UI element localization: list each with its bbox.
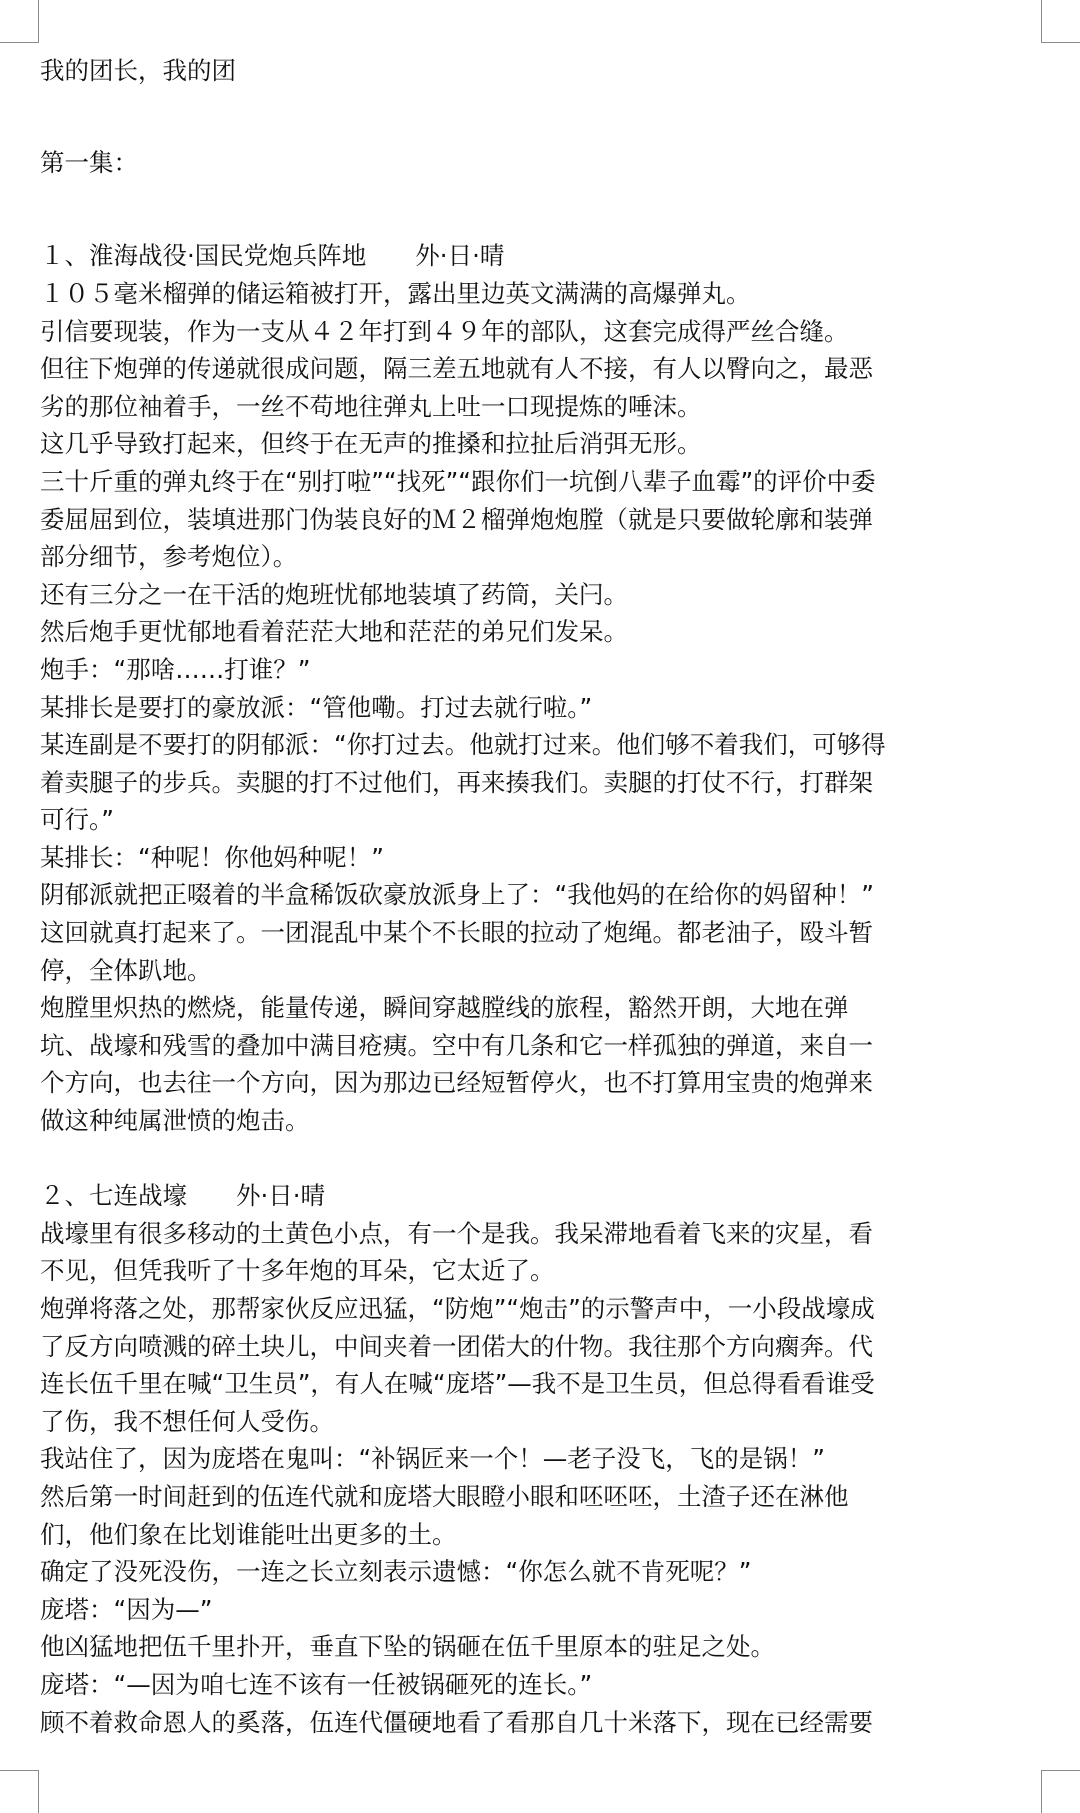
page-corner-mark-top-left <box>0 0 39 43</box>
scene-heading: １、淮海战役·国民党炮兵阵地 外·日·晴 <box>40 241 505 271</box>
text-line: 了反方向喷溅的碎土块儿，中间夹着一团偌大的什物。我往那个方向瘸奔。代 <box>40 1331 873 1361</box>
text-line: 做这种纯属泄愤的炮击。 <box>40 1106 310 1136</box>
text-line: 顾不着救命恩人的奚落，伍连代僵硬地看了看那自几十米落下，现在已经需要 <box>40 1707 873 1737</box>
text-line: 不见，但凭我听了十多年炮的耳朵，它太近了。 <box>40 1256 555 1286</box>
text-line: 然后炮手更忧郁地看着茫茫大地和茫茫的弟兄们发呆。 <box>40 617 628 647</box>
page-corner-mark-bottom-left <box>0 1770 39 1813</box>
text-line: 劣的那位袖着手，一丝不苟地往弹丸上吐一口现提炼的唾沫。 <box>40 391 702 421</box>
text-line: １０５毫米榴弹的储运箱被打开，露出里边英文满满的高爆弹丸。 <box>40 278 751 308</box>
text-line: 战壕里有很多移动的土黄色小点，有一个是我。我呆滞地看着飞来的灾星，看 <box>40 1218 873 1248</box>
text-line: 我站住了，因为庞塔在鬼叫：“补锅匠来一个！—老子没飞，飞的是锅！” <box>40 1444 825 1474</box>
text-line: 然后第一时间赶到的伍连代就和庞塔大眼瞪小眼和呸呸呸，土渣子还在淋他 <box>40 1481 849 1511</box>
text-line: 着卖腿子的步兵。卖腿的打不过他们，再来揍我们。卖腿的打仗不行，打群架 <box>40 767 873 797</box>
text-line: 引信要现装，作为一支从４２年打到４９年的部队，这套完成得严丝合缝。 <box>40 316 849 346</box>
text-line: 了伤，我不想任何人受伤。 <box>40 1406 334 1436</box>
text-line: 某排长是要打的豪放派：“管他嘞。打过去就行啦。” <box>40 692 593 722</box>
text-line: 部分细节，参考炮位）。 <box>40 542 298 572</box>
text-line: 但往下炮弹的传递就很成问题，隔三差五地就有人不接，有人以臀向之，最恶 <box>40 354 873 384</box>
document-title: 我的团长，我的团 <box>40 56 236 85</box>
text-line: 三十斤重的弹丸终于在“别打啦”“找死”“跟你们一坑倒八辈子血霉”的评价中委 <box>40 466 876 496</box>
episode-heading: 第一集： <box>40 148 138 178</box>
text-line: 个方向，也去往一个方向，因为那边已经短暂停火，也不打算用宝贵的炮弹来 <box>40 1068 873 1098</box>
text-line: 确定了没死没伤，一连之长立刻表示遗憾：“你怎么就不肯死呢？” <box>40 1557 752 1587</box>
text-line: 这几乎导致打起来，但终于在无声的推搡和拉扯后消弭无形。 <box>40 429 702 459</box>
text-line: 委屈屈到位，装填进那门伪装良好的Ｍ２榴弹炮炮膛（就是只要做轮廓和装弹 <box>40 504 873 534</box>
text-line: 可行。” <box>40 805 114 835</box>
text-line: 坑、战壕和残雪的叠加中满目疮痍。空中有几条和它一样孤独的弹道，来自一 <box>40 1030 873 1060</box>
blank-line <box>40 1140 1050 1178</box>
text-line: 他凶猛地把伍千里扑开，垂直下坠的锅砸在伍千里原本的驻足之处。 <box>40 1632 775 1662</box>
text-line: 庞塔：“因为—” <box>40 1594 213 1624</box>
blank-line <box>40 182 1050 220</box>
scene-body <box>40 275 1050 1140</box>
scene-2 <box>40 1177 1050 1741</box>
page-corner-mark-top-right <box>1041 0 1080 43</box>
text-line: 某连副是不要打的阴郁派：“你打过去。他就打过来。他们够不着我们，可够得 <box>40 730 886 760</box>
text-line: 还有三分之一在干活的炮班忧郁地装填了药筒，关闩。 <box>40 579 628 609</box>
scene-body <box>40 1215 1050 1741</box>
scene-heading: ２、七连战壕 外·日·晴 <box>40 1181 326 1211</box>
text-line: 阴郁派就把正啜着的半盒稀饭砍豪放派身上了：“我他妈的在给你的妈留种！” <box>40 880 874 910</box>
text-line: 连长伍千里在喊“卫生员”，有人在喊“庞塔”—我不是卫生员，但总得看看谁受 <box>40 1369 875 1399</box>
text-line: 炮膛里炽热的燃烧，能量传递，瞬间穿越膛线的旅程，豁然开朗，大地在弹 <box>40 993 849 1023</box>
text-line: 某排长：“种呢！你他妈种呢！” <box>40 842 384 872</box>
text-line: 炮弹将落之处，那帮家伙反应迅猛，“防炮”“炮击”的示警声中，一小段战壕成 <box>40 1294 875 1323</box>
page-corner-mark-bottom-right <box>1041 1770 1080 1813</box>
document-page <box>40 52 1050 1741</box>
text-line: 庞塔：“—因为咱七连不该有一任被锅砸死的连长。” <box>40 1669 593 1699</box>
text-line: 炮手：“那啥……打谁？” <box>40 654 311 684</box>
text-line: 们，他们象在比划谁能吐出更多的土。 <box>40 1519 457 1549</box>
scene-1 <box>40 237 1050 1139</box>
blank-line <box>40 90 1050 128</box>
text-line: 停，全体趴地。 <box>40 955 212 985</box>
text-line: 这回就真打起来了。一团混乱中某个不长眼的拉动了炮绳。都老油子，殴斗暂 <box>40 918 873 948</box>
